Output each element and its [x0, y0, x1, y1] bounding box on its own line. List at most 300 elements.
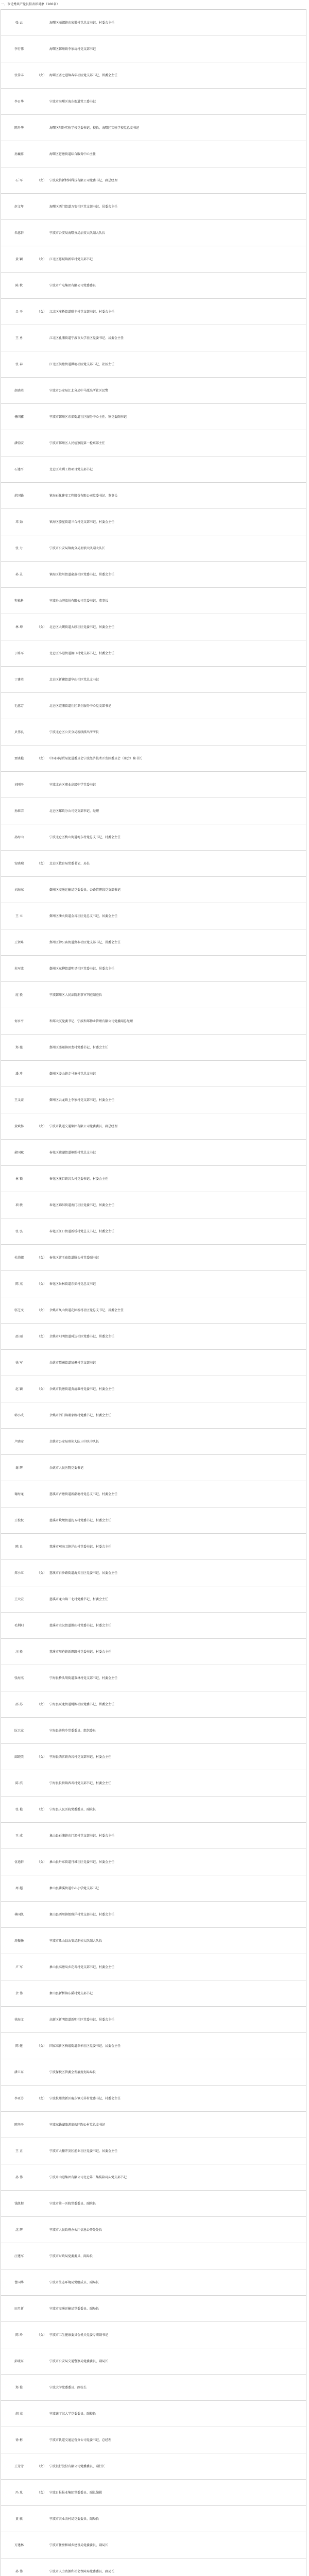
- awardee-name: 王 立: [15, 914, 23, 918]
- table-row: [1, 2217, 306, 2243]
- female-tag: （女）: [37, 1387, 47, 1391]
- table-row: [1, 509, 306, 535]
- awardee-title: 江北区庄桥街道联丰村党支部书记、村委会主任: [49, 310, 115, 314]
- awardee-name: 李亚芬: [14, 2096, 24, 2100]
- table-row: [1, 588, 306, 614]
- awardee-name: 丁路军: [14, 651, 24, 655]
- awardee-title: 宁波诺丁汉大学党委委员、副校长: [49, 2412, 96, 2416]
- table-row: [1, 220, 306, 246]
- awardee-name: 陈 良: [15, 1545, 23, 1549]
- awardee-name: 贾晓艳: [14, 756, 24, 760]
- table-row: [1, 1639, 306, 1665]
- table-row: [1, 1297, 306, 1324]
- awardee-title: 镇海区蛟川街道俞范社区党委书记、居委会主任: [49, 572, 115, 577]
- awardee-title: 宁波市公安局镇海分局刑侦大队副大队长: [49, 546, 106, 550]
- table-row: [1, 2401, 306, 2427]
- female-tag: （女）: [37, 1571, 47, 1575]
- awardee-name: 杨国鑫: [14, 415, 24, 419]
- awardee-name: 王 成: [15, 1834, 23, 1838]
- table-row: [1, 1166, 306, 1192]
- awardee-name: 王大宏: [14, 1597, 24, 1601]
- awardee-name: 陈 玲: [15, 2333, 23, 2337]
- awardee-title: 宁波市鄞州区东郊街道社区服务中心主任、镇党委副书记: [49, 415, 127, 419]
- table-row: [1, 1718, 306, 1744]
- awardee-name: 潘钧安: [14, 441, 24, 445]
- awardee-title: 慈溪市坎墩街道沈五村党委书记、村委会主任: [49, 1518, 112, 1522]
- awardee-name: 石 军: [15, 178, 23, 182]
- awardee-name: 钱凯程: [14, 2201, 24, 2206]
- table-row: [1, 1402, 306, 1429]
- table-row: [1, 1113, 306, 1140]
- awardee-title: 宁波东钱湖旅游度假区陶公村党总支书记: [49, 2123, 106, 2127]
- awardee-name: 王贤峰: [14, 940, 24, 944]
- table-row: [1, 1035, 306, 1061]
- awardee-title: 象山县丹东街道丹城社区党委书记、居委会主任: [49, 1860, 115, 1864]
- awardee-title: 宁波市海曙区海东街道党工委书记: [49, 99, 96, 104]
- awardee-title: 宁波市农业农村局党委委员、副局长: [49, 2517, 99, 2521]
- awardee-title: 宁波市生态环境局党组成员、副局长: [49, 2280, 99, 2284]
- awardee-title: 宁波北仑区公安分局新碶派出所所长: [49, 730, 99, 734]
- awardee-name: 赵 颖: [15, 1387, 23, 1391]
- awardee-name: 孙海山: [14, 835, 24, 839]
- awardee-title: 余姚市泗门镇谢家路村党委书记、村委会主任: [49, 1413, 112, 1417]
- awardee-name: 邵 丽: [15, 1334, 23, 1338]
- awardee-title: 鄞州区交通运输局党委委员、公路管理段党支部书记: [49, 888, 121, 892]
- table-row: [1, 772, 306, 798]
- awardee-name: 张海杰: [14, 1676, 24, 1680]
- awardee-name: 毛利阳: [14, 1623, 24, 1628]
- awardee-name: 曹国华: [14, 2280, 24, 2284]
- awardee-title: 宁波市公安局海曙分局治安大队副大队长: [49, 231, 106, 235]
- awardee-title: 江北区慈城镇新华村党支部书记: [49, 257, 93, 261]
- awardee-title: 象山县高塘岛乡花岙村党支部书记、村委会主任: [49, 1965, 115, 1969]
- awardee-title: 余姚市人民医院党委书记: [49, 1466, 84, 1470]
- table-row: [1, 1613, 306, 1639]
- awardee-name: 陈坚平: [14, 2123, 24, 2127]
- awardee-name: 田月新: [14, 2307, 24, 2311]
- table-row: [1, 2243, 306, 2269]
- awardee-name: 张 春: [15, 362, 23, 366]
- awardee-title: 宁海县跃龙街道桃源社区党委书记、居委会主任: [49, 1702, 115, 1706]
- awardee-name: 杜幼娜: [14, 1256, 24, 1260]
- awardee-name: 李日华: [14, 99, 24, 104]
- awardee-name: 林国凯: [14, 1912, 24, 1917]
- table-row: [1, 1140, 306, 1166]
- table-row: [1, 745, 306, 772]
- awardee-name: 潘卫东: [14, 2070, 24, 2074]
- table-row: [1, 2059, 306, 2086]
- table-row: [1, 1849, 306, 1875]
- table-row: [1, 1954, 306, 1980]
- table-row: [1, 1376, 306, 1402]
- awardee-title: 宁波市第一医院党委委员、副院长: [49, 2201, 96, 2206]
- awardee-name: 张 云: [15, 21, 23, 25]
- awardee-title: 奉化区萧王庙街道滕头村党委副书记: [49, 1256, 99, 1260]
- awardee-title: 镇海区骆驼街道三合村党支部书记、村委会主任: [49, 520, 115, 524]
- table-row: [1, 1744, 306, 1770]
- awardee-name: 王芳芳: [14, 2464, 24, 2468]
- awardee-name: 项 敏: [15, 1203, 23, 1207]
- female-tag: （女）: [37, 1308, 47, 1312]
- table-row: [1, 299, 306, 325]
- awardee-title: 海曙区西门街道万安社区党支部书记、居委会主任: [49, 205, 118, 209]
- awardee-title: 宁波市卫生健康委员会机关党委专职副书记: [49, 2333, 109, 2337]
- awardee-title: 慈溪市龙山镇三北村党委书记、村委会主任: [49, 1597, 109, 1601]
- awardee-name: 孙 伟: [15, 2569, 23, 2573]
- awardee-name: 徐 军: [15, 1361, 23, 1365]
- awardee-title: 宁波市人民政府办公厅信息公开处处长: [49, 2228, 102, 2232]
- female-tag: （女）: [37, 756, 47, 760]
- table-row: [1, 1770, 306, 1797]
- awardee-name: 李行伟: [14, 47, 24, 51]
- awardee-name: 徐海文: [14, 2018, 24, 2022]
- awardee-name: 阮卫家: [14, 1728, 24, 1733]
- awardee-title: 奉化区岳林街道东郊村党总支书记: [49, 1282, 96, 1286]
- awardee-name: 黄 颖: [15, 257, 23, 261]
- awardee-name: 彭晓东: [14, 2359, 24, 2363]
- awardee-title: 北仑区教育局党委书记、局长: [49, 861, 90, 866]
- awardee-name: 邵 苏: [15, 1702, 23, 1706]
- awardee-name: 郑 薇: [15, 1045, 23, 1049]
- awardee-name: 王 正: [15, 2149, 23, 2153]
- awardee-name: 何水平: [14, 1019, 24, 1023]
- table-row: [1, 1350, 306, 1376]
- female-tag: （女）: [37, 2490, 47, 2495]
- awardee-title: 余姚市阳明街道舜达社区党委书记、居委会主任: [49, 1334, 115, 1338]
- awardee-title: 宁波市人力资源和社会保障局党委委员、副局长: [49, 2569, 115, 2573]
- awardee-title: 宁波舟山港股份有限公司党委书记、董事长: [49, 599, 109, 603]
- table-row: [1, 2086, 306, 2112]
- table-row: [1, 167, 306, 194]
- awardee-title: 慈溪市观海卫镇洋山村党委书记、村委会主任: [49, 1545, 112, 1549]
- awardee-title: 宁波市交通运输局党委委员、副局长: [49, 2307, 99, 2311]
- table-row: [1, 1271, 306, 1297]
- awardee-name: 王松权: [14, 1518, 24, 1522]
- awardee-title: 宁波市广电集团有限公司党委委员: [49, 283, 96, 287]
- awardee-title: 鄞州区东柳街道明星社区党委书记、居委会主任: [49, 967, 115, 971]
- table-row: [1, 2033, 306, 2059]
- awardee-name: 孙 伟: [15, 2175, 23, 2179]
- table-row: [1, 562, 306, 588]
- awardee-name: 周 超: [15, 1886, 23, 1890]
- awardee-name: 赵晓英: [14, 388, 24, 393]
- awardee-name: 张传丰: [14, 73, 24, 77]
- awardee-name: 陈丹华: [14, 126, 24, 130]
- table-row: [1, 2558, 306, 2576]
- awardee-name: 贝伟良: [14, 730, 24, 734]
- table-row: [1, 2506, 306, 2532]
- female-tag: （女）: [37, 73, 47, 77]
- awardee-title: 鄞州区云龙镇上李家村党支部书记、村委会主任: [49, 1098, 115, 1102]
- awardee-title: 鄞州区姜山镇走马塘村党总支书记: [49, 1072, 96, 1076]
- table-row: [1, 877, 306, 903]
- table-row: [1, 640, 306, 667]
- awardee-title: 海曙区塞之港镇春华社区党支部书记、居委会主任: [49, 73, 118, 77]
- awardee-title: 宁波市象山县公安局刑侦大队副大队长: [49, 1939, 102, 1943]
- awardee-title: 宁波众信新材料科技有限公司党委书记、副总经理: [49, 178, 118, 182]
- table-row: [1, 1429, 306, 1455]
- awardee-name: 邱晓美: [14, 1755, 24, 1759]
- awardee-name: 周振扬: [14, 1939, 24, 1943]
- female-tag: （女）: [37, 1702, 47, 1706]
- table-row: [1, 2348, 306, 2375]
- table-row: [1, 1665, 306, 1691]
- table-row: [1, 1061, 306, 1087]
- awardee-title: 宁波市财政局党委委员、副局长: [49, 2254, 93, 2258]
- awardee-name: 张 艳: [15, 1807, 23, 1811]
- table-row: [1, 483, 306, 509]
- female-tag: （女）: [37, 2096, 47, 2100]
- table-row: [1, 1560, 306, 1586]
- table-row: [1, 824, 306, 851]
- awardee-title: 奉化区江口街道新桥村党总支书记、村委会主任: [49, 1229, 115, 1233]
- awardee-title: 北仑区新碶街道华山社区党总支书记: [49, 677, 99, 682]
- awardee-title: 象山县新桥镇东溪村党支部书记: [49, 1991, 93, 1995]
- table-row: [1, 325, 306, 351]
- table-row: [1, 719, 306, 745]
- awardee-title: 余姚市梨洲街道冠佩村党支部书记: [49, 1361, 96, 1365]
- awardee-title: 江北区洪塘街道洪塘社区党支部书记、社区主任: [49, 362, 115, 366]
- awardee-name: 郑 俊: [15, 2385, 23, 2389]
- awardee-title: 宁波市住房和城乡建设局党委委员、副局长: [49, 2543, 109, 2547]
- awardee-name: 陈 健: [15, 2044, 23, 2048]
- table-row: [1, 956, 306, 982]
- awardee-title: 宁波银行股份有限公司党委委员、副行长: [49, 2464, 106, 2468]
- awardee-title: 余姚市低塘街道黄清堰村党委书记、村委会主任: [49, 1387, 115, 1391]
- awardee-title: 北仑区霞浦街道社区卫生服务中心党支部书记: [49, 704, 112, 708]
- awardee-name: 徐 彬: [15, 2438, 23, 2442]
- awardee-title: 中国国际贸易促进委员会宁波经济技术开发区委员会（商会）秘书长: [49, 756, 143, 760]
- awardee-title: 海曙区苍塘街道综合服务中心主任: [49, 152, 96, 156]
- awardee-title: 鄞州区邱隘镇回龙村党委书记、村委会主任: [49, 1045, 109, 1049]
- awardee-title: 宁波北仑区梅山街道梅东村党总支书记、村委会主任: [49, 835, 121, 839]
- awardee-title: 慈溪市宗汉街道胜山村党委书记、村委会主任: [49, 1623, 112, 1628]
- table-row: [1, 115, 306, 141]
- table-row: [1, 2453, 306, 2480]
- awardee-title: 宁波杭州湾新区庵东镇元祥村党委书记、村委会主任: [49, 2096, 121, 2100]
- table-row: [1, 1455, 306, 1481]
- female-tag: （女）: [37, 1282, 47, 1286]
- table-row: [1, 378, 306, 404]
- female-tag: （女）: [37, 1334, 47, 1338]
- awardee-name: 林 坤: [15, 625, 23, 629]
- awardee-title: 慈溪市古塘街道新潮塘村党总支书记、村委会主任: [49, 1492, 118, 1496]
- awardee-name: 王义豪: [14, 1098, 24, 1102]
- awardee-name: 赵文年: [14, 205, 24, 209]
- female-tag: （女）: [37, 1755, 47, 1759]
- table-row: [1, 430, 306, 456]
- female-tag: （女）: [37, 1807, 47, 1811]
- female-tag: （女）: [37, 1256, 47, 1260]
- table-row: [1, 1218, 306, 1245]
- table-row: [1, 1324, 306, 1350]
- awardee-title: 海曙区丽娜镇东家墩村党总支书记、村委会主任: [49, 21, 115, 25]
- table-row: [1, 1691, 306, 1718]
- table-row: [1, 1823, 306, 1849]
- table-row: [1, 2138, 306, 2164]
- table-row: [1, 36, 306, 62]
- table-row: [1, 2427, 306, 2453]
- awardee-name: 林 锁: [15, 1177, 23, 1181]
- table-row: [1, 2191, 306, 2217]
- table-row: [1, 535, 306, 562]
- awardee-name: 黄斌扬: [14, 1124, 24, 1128]
- awardee-name: 陈 滨: [15, 1781, 23, 1785]
- awardee-name: 石建平: [14, 467, 24, 471]
- table-row: [1, 141, 306, 167]
- table-row: [1, 903, 306, 929]
- awardee-title: 奉化区锦屏街道南门社区党委书记、居委会主任: [49, 1203, 115, 1207]
- table-row: [1, 1481, 306, 1507]
- awardee-title: 慈溪市周巷镇新缪路村党委书记、村委会主任: [49, 1650, 112, 1654]
- awardee-title: 宁波鄞州区人民法院刑事审判庭副庭长: [49, 993, 102, 997]
- awardee-name: 冯 岚: [15, 2490, 23, 2495]
- awardee-name: 潘 珍: [15, 1072, 23, 1076]
- awardee-name: 伍迪群: [14, 1860, 24, 1864]
- awardee-title: 象山县石浦镇东门渔村党支部书记、村委会主任: [49, 1834, 115, 1838]
- table-row: [1, 62, 306, 89]
- table-row: [1, 982, 306, 1008]
- awardee-name: 程松科: [14, 599, 24, 603]
- awardee-title: 北仑区小港街道渡口村党支部书记、村委会主任: [49, 651, 115, 655]
- awardee-title: 镇海石化建安工程股份有限公司党委书记、董事长: [49, 494, 118, 498]
- awardee-name: 胡 杰: [15, 2412, 23, 2416]
- awardee-name: 俞国斌: [14, 1150, 24, 1155]
- awardee-name: 韩小成: [14, 1413, 24, 1417]
- table-row: [1, 2480, 306, 2506]
- awardee-name: 安晓瑞: [14, 861, 24, 866]
- awardee-title: 余姚市凤山街道花园新村社区党总支书记、居委会主任: [49, 1308, 124, 1312]
- table-row: [1, 351, 306, 378]
- awardee-name: 汪 毅: [15, 1650, 23, 1654]
- awardee-title: 宁波舟山港集团有限公司北仑第三集装箱码头党支部书记: [49, 2175, 127, 2179]
- awardee-name: 刘海东: [14, 888, 24, 892]
- awardee-title: 象山县爵溪街道中心小学党支部书记: [49, 1886, 99, 1890]
- awardee-name: 邓 劲: [15, 520, 23, 524]
- awardee-title: 宁波市轨道交通集团有限公司党委委员、副总经理: [49, 1124, 118, 1128]
- table-row: [1, 1875, 306, 1902]
- female-tag: （女）: [37, 2464, 47, 2468]
- female-tag: （女）: [37, 1124, 47, 1128]
- awardee-title: 宁海县人民医院党委委员、副院长: [49, 1807, 96, 1811]
- table-row: [1, 2296, 306, 2322]
- table-row: [1, 404, 306, 430]
- table-row: [1, 1534, 306, 1560]
- table-row: [1, 1245, 306, 1271]
- female-tag: （女）: [37, 257, 47, 261]
- table-row: [1, 89, 306, 115]
- awardee-name: 庞 毅: [15, 993, 23, 997]
- table-row: [1, 1902, 306, 1928]
- awardee-title: 国家高新区梅墟街道翠柏社区党委书记、居委会主任: [49, 2044, 121, 2048]
- awardee-name: 毛惠芳: [14, 704, 24, 708]
- table-row: [1, 2532, 306, 2558]
- awardee-name: 朱惠群: [14, 231, 24, 235]
- table-row: [1, 1087, 306, 1113]
- table-row: [1, 2007, 306, 2033]
- awardee-name: 谢 辉: [15, 1466, 23, 1470]
- awardee-title: 奉化区溪口镇岩头村党委书记、村委会主任: [49, 1177, 109, 1181]
- awardee-title: 宁波日报报业集团党委委员、副总编辑: [49, 2490, 102, 2495]
- female-tag: （女）: [37, 2044, 47, 2048]
- awardee-title: 北仑区水利工程项目党支部书记: [49, 467, 93, 471]
- awardee-name: 沈 辉: [15, 2228, 23, 2232]
- awardee-name: 陈 杰: [15, 1282, 23, 1286]
- table-row: [1, 667, 306, 693]
- awardee-name: 卢 军: [15, 1965, 23, 1969]
- female-tag: （女）: [37, 178, 47, 182]
- awardee-name: 朱军波: [14, 967, 24, 971]
- awardee-title: 象山县西周镇儒雅洋村党支部书记、村委会主任: [49, 1912, 115, 1917]
- awardee-title: 宁波市公安局交通警察局党委委员、副局长: [49, 2359, 109, 2363]
- awardee-name: 卢晓安: [14, 1439, 24, 1444]
- page-heading: 一、市优秀共产党员拟表彰对象（100名）: [1, 3, 60, 6]
- awardee-title: 宁波市大榭开发区渔业社区党委书记、居委会主任: [49, 2149, 118, 2153]
- awardee-name: 孙 灵: [15, 572, 23, 577]
- female-tag: （女）: [37, 861, 47, 866]
- awardee-title: 江北区孔浦街道宁波市大学社区党委书记、居委会主任: [49, 336, 124, 340]
- table-row: [1, 194, 306, 220]
- awardee-title: 北仑区邮政分公司党支部书记、经理: [49, 809, 99, 813]
- awardee-name: 刘刚平: [14, 783, 24, 787]
- awardee-title: 海曙区鄞州镇李家坑村党支部书记: [49, 47, 96, 51]
- awardee-title: 慈溪市白沙路街道海关社区党委书记、居委会主任: [49, 1571, 118, 1575]
- awardee-title: 鄞州区潘火街道金谷社区党总支书记、居委会主任: [49, 914, 118, 918]
- table-row: [1, 1192, 306, 1218]
- awardee-name: 王 勇: [15, 336, 23, 340]
- awardee-name: 张 力: [15, 546, 23, 550]
- table-row: [1, 456, 306, 483]
- awardee-name: 范国锋: [14, 494, 24, 498]
- awardee-title: 宁波市公安局江北分局中马派出所社区民警: [49, 388, 109, 393]
- awardee-name: 孙维宗: [14, 809, 24, 813]
- awardee-name: 汪建军: [14, 2254, 24, 2258]
- awardee-name: 陈 秋: [15, 283, 23, 287]
- awardee-title: 宁波市鄞州区人民检察院第一检察部主任: [49, 441, 106, 445]
- table-row: [1, 798, 306, 824]
- awardee-title: 宁波保税区管委会发展规划局局长: [49, 2070, 96, 2074]
- awardee-name: 余 伟: [15, 1991, 23, 1995]
- table-row: [1, 10, 306, 36]
- awardee-name: 张 弘: [15, 1229, 23, 1233]
- table-row: [1, 929, 306, 956]
- table-row: [1, 246, 306, 273]
- awardee-name: 丁建英: [14, 677, 24, 682]
- awardee-title: 奉化区莼湖街道桐照村党总支书记: [49, 1150, 96, 1155]
- table-row: [1, 2322, 306, 2348]
- awardee-name: 郑小红: [14, 1571, 24, 1575]
- awardee-name: 孙巍祥: [14, 152, 24, 156]
- awardee-title: 高新区新明街道新明社区党委书记、居委会主任: [49, 2018, 115, 2022]
- table-row: [1, 1507, 306, 1534]
- table-row: [1, 693, 306, 719]
- awardee-name: 邬芝文: [14, 1308, 24, 1312]
- awardee-title: 和邦大厦党委书记、宁波和邦物业管理有限公司党委副总经理: [49, 1019, 133, 1023]
- awardee-title: 宁波北仑区职业高级中学党委书记: [49, 783, 96, 787]
- table-row: [1, 2164, 306, 2191]
- table-row: [1, 1980, 306, 2007]
- female-tag: （女）: [37, 310, 47, 314]
- awardee-title: 宁波大学党委委员、副校长: [49, 2385, 87, 2389]
- female-tag: （女）: [37, 1860, 47, 1864]
- awardee-title: 宁海县茶院乡党委委员、组织委员: [49, 1728, 96, 1733]
- awardee-title: 宁海县西店镇香岩村党支部书记、村委会主任: [49, 1755, 112, 1759]
- awardee-title: 宁波市轨道交通运营分公司党委书记、总经理: [49, 2438, 112, 2442]
- table-row: [1, 1797, 306, 1823]
- awardee-title: 余姚市公安局刑侦大队三中队中队长: [49, 1439, 99, 1444]
- female-tag: （女）: [37, 2333, 47, 2337]
- awardee-title: 鄞州区钟公庙街道鄞奉社区党支部书记、居委会主任: [49, 940, 121, 944]
